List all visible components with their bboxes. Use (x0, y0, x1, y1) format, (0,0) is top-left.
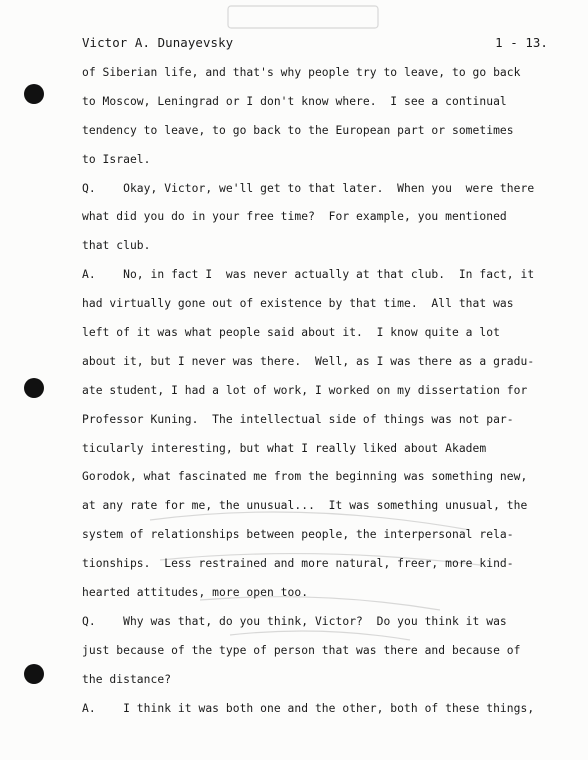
text-line: had virtually gone out of existence by that time. All that was (82, 297, 514, 311)
text-line: Q. Why was that, do you think, Victor? Do you think it was (82, 614, 507, 628)
text-line: to Israel. (82, 152, 151, 166)
text-line: tionships. Less restrained and more natural, freer, more kind- (82, 557, 514, 571)
text-line: left of it was what people said about it. I know quite a lot (82, 326, 500, 340)
text-line: ate student, I had a lot of work, I worked on my dissertation for (82, 383, 528, 397)
text-line: that club. (82, 239, 151, 253)
text-line: of Siberian life, and that's why people try to leave, to go back (82, 66, 521, 79)
text-line: about it, but I never was there. Well, as I was there as a gradu- (82, 354, 535, 368)
interviewee-name: Victor A. Dunayevsky (82, 35, 234, 50)
text-line: system of relationships between people, the interpersonal rela- (82, 528, 514, 542)
text-line: tendency to leave, to go back to the European part or sometimes (82, 123, 514, 137)
text-line: to Moscow, Leningrad or I don't know where. I see a continual (82, 94, 507, 108)
text-line: ticularly interesting, but what I really liked about Akadem (82, 441, 487, 455)
text-line: Professor Kuning. The intellectual side of things was not par- (82, 412, 514, 426)
page-number: 1 - 13. (495, 35, 548, 50)
binder-hole-middle (24, 378, 44, 398)
text-line: hearted attitudes, more open too. (82, 586, 309, 600)
text-line: the distance? (82, 672, 172, 686)
transcript-body (82, 64, 552, 728)
text-line: Gorodok, what fascinated me from the beginning was something new, (82, 470, 528, 484)
binder-hole-top (24, 84, 44, 104)
text-line: A. I think it was both one and the other, both of these things, (82, 701, 535, 715)
binder-hole-bottom (24, 664, 44, 684)
page-header (82, 35, 548, 53)
text-line: just because of the type of person that was there and because of (82, 643, 521, 657)
text-line: at any rate for me, the unusual... It was something unusual, the (82, 499, 528, 513)
text-line: A. No, in fact I was never actually at that club. In fact, it (82, 268, 535, 282)
text-line: Q. Okay, Victor, we'll get to that later. When you were there (82, 181, 535, 195)
text-line: what did you do in your free time? For example, you mentioned (82, 210, 507, 224)
